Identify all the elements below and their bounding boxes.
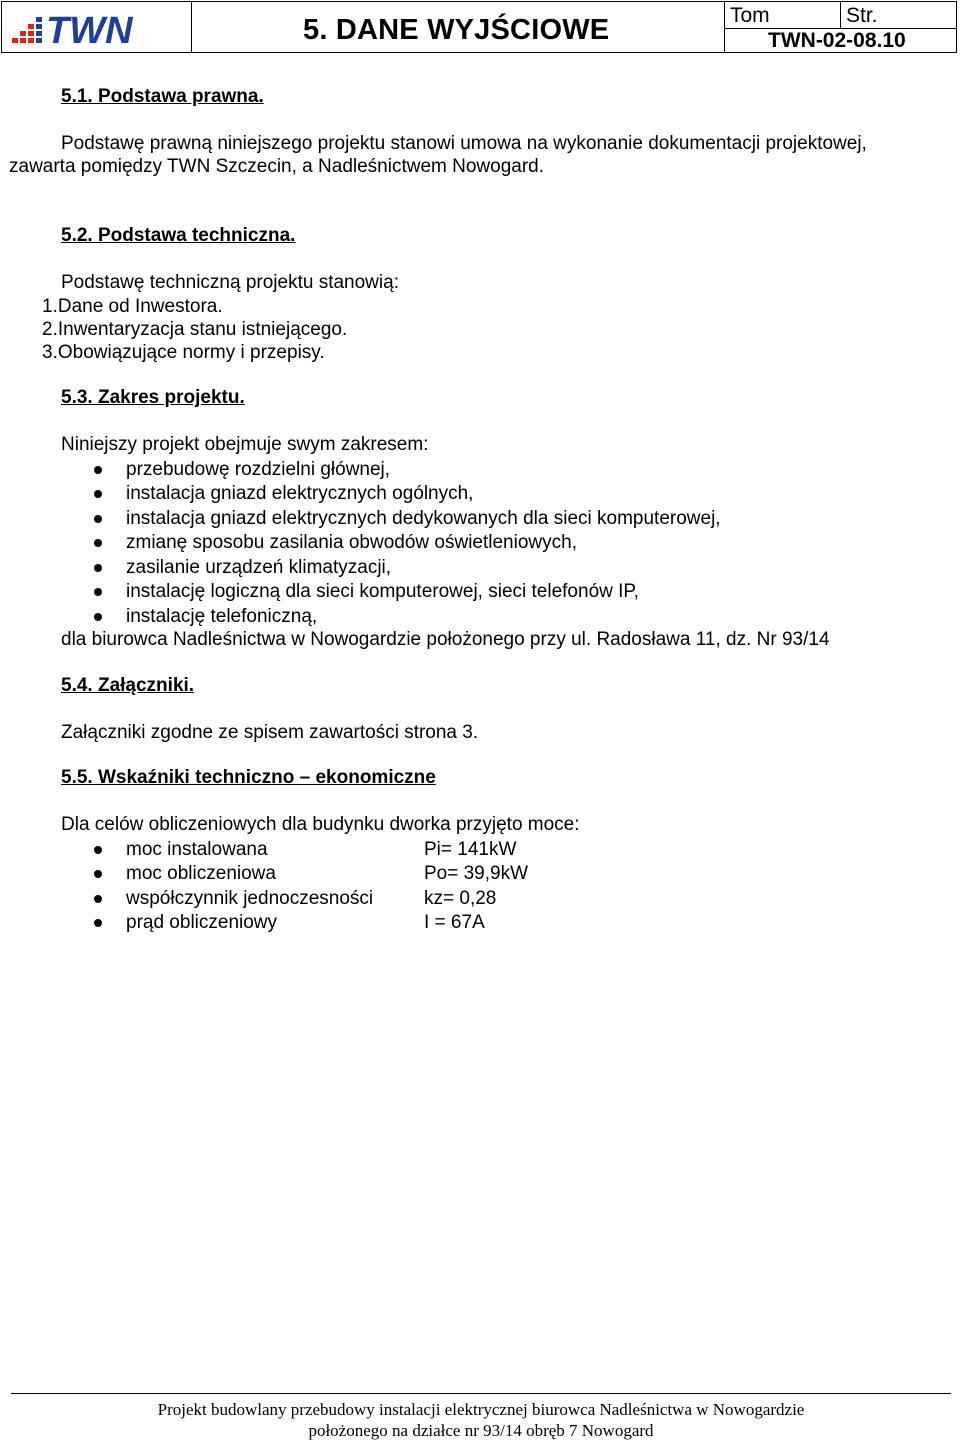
bullet-icon [94,466,102,474]
bullet-icon [94,870,102,878]
section-5-2-intro: Podstawę techniczną projektu stanowią: [61,272,399,293]
tom-cell [724,2,841,29]
section-5-1-line-2: zawarta pomiędzy TWN Szczecin, a Nadleśnictwem Nowogard. [9,156,545,177]
bullet-icon [94,895,102,903]
section-5-2-item: 1.Dane od Inwestora. [42,296,223,317]
page-title: 5. DANE WYJŚCIOWE [303,14,610,46]
power-row-label: moc obliczeniowa [126,863,276,884]
str-label: Str. [846,4,878,27]
scope-list-item: instalację telefoniczną, [126,606,318,627]
power-row-label: prąd obliczeniowy [126,912,278,933]
power-row-value: kz= 0,28 [424,888,497,909]
svg-text:TWN: TWN [46,14,133,44]
section-5-3-closing: dla biurowca Nadleśnictwa w Nowogardzie położonego przy ul. Radosława 11, dz. Nr 93/14 [61,629,830,650]
power-row-label: współczynnik jednoczesności [126,888,374,909]
section-5-2-item: 3.Obowiązujące normy i przepisy. [42,342,325,363]
tom-label: Tom [730,4,770,27]
section-5-4-text: Załączniki zgodne ze spisem zawartości strona 3. [61,722,479,743]
section-5-1-heading: 5.1. Podstawa prawna. [61,86,264,107]
bullet-icon [94,490,102,498]
power-row-label: moc instalowana [126,839,268,860]
bullet-icon [94,539,102,547]
str-cell [840,2,956,29]
section-5-3-intro: Niniejszy projekt obejmuje swym zakresem: [61,434,429,455]
bullet-icon [94,846,102,854]
document-header [1,1,957,53]
footer-divider [11,1393,951,1394]
logo-cell [2,2,192,52]
section-5-2-item: 2.Inwentaryzacja stanu istniejącego. [42,319,348,340]
footer-line-1: Projekt budowlany przebudowy instalacji elektrycznej biurowca Nadleśnictwa w Nowogardzie [157,1400,805,1419]
twn-logo [12,14,188,44]
bullet-icon [94,588,102,596]
scope-list-item: przebudowę rozdzielni głównej, [126,459,391,480]
power-row-value: I = 67A [424,912,485,933]
power-row-value: Pi= 141kW [424,839,517,860]
scope-list-item: zasilanie urządzeń klimatyzacji, [126,557,392,578]
bullet-icon [94,919,102,927]
scope-list-item: zmianę sposobu zasilania obwodów oświetleniowych, [126,532,577,553]
doc-code: TWN-02-08.10 [768,29,906,52]
section-5-2-heading: 5.2. Podstawa techniczna. [61,225,296,246]
scope-list-item: instalacja gniazd elektrycznych dedykowanych dla sieci komputerowej, [126,508,721,529]
power-row-value: Po= 39,9kW [424,863,529,884]
scope-list-item: instalację logiczną dla sieci komputerowej, sieci telefonów IP, [126,581,639,602]
section-5-3-heading: 5.3. Zakres projektu. [61,387,245,408]
doc-code-cell [724,28,956,52]
footer-line-2: położonego na działce nr 93/14 obręb 7 Nowogard [308,1421,654,1440]
bullet-icon [94,515,102,523]
section-5-5-heading: 5.5. Wskaźniki techniczno – ekonomiczne [61,767,436,788]
section-5-5-intro: Dla celów obliczeniowych dla budynku dworka przyjęto moce: [61,814,580,835]
title-cell [191,2,725,52]
bullet-icon [94,564,102,572]
scope-list-item: instalacja gniazd elektrycznych ogólnych, [126,483,474,504]
section-5-1-line-1: Podstawę prawną niniejszego projektu stanowi umowa na wykonanie dokumentacji projektowej, [61,133,867,154]
bullet-icon [94,613,102,621]
section-5-4-heading: 5.4. Załączniki. [61,675,195,696]
